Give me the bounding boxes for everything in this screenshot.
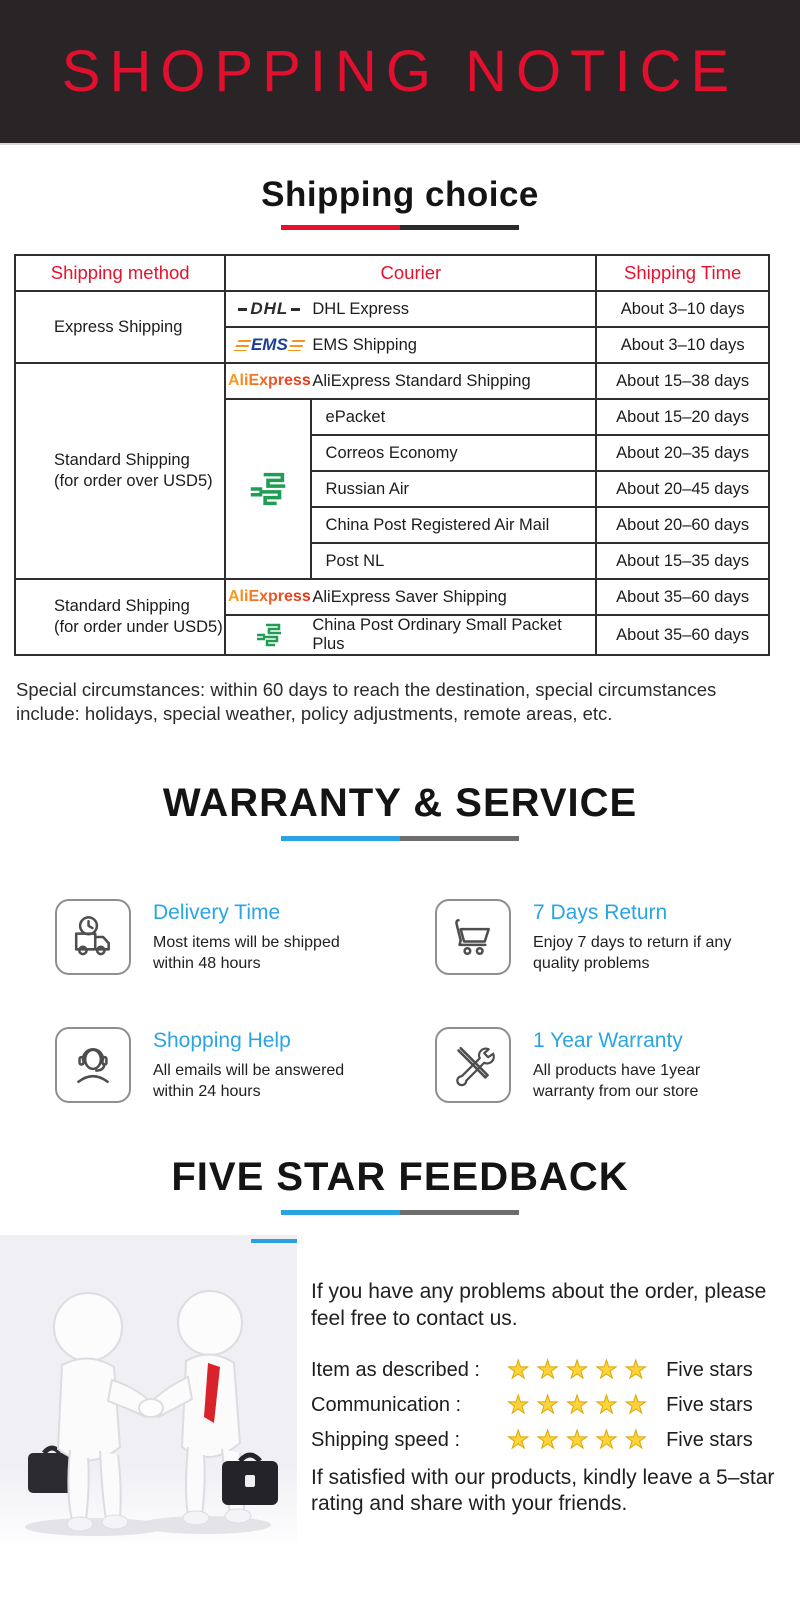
warranty-service-title: WARRANTY & SERVICE	[162, 781, 638, 826]
table-header-row	[15, 255, 769, 291]
col-shipping-method: Shipping method	[15, 255, 225, 291]
courier-name: Russian Air	[311, 471, 597, 507]
col-courier: Courier	[225, 255, 596, 291]
shopping-notice-banner	[0, 0, 800, 145]
service-title: 7 Days Return	[533, 901, 668, 925]
shipping-choice-title: Shipping choice	[261, 175, 539, 214]
feedback-closing: If satisfied with our products, kindly leave a 5–star rating and share with your friends.	[311, 1465, 775, 1516]
rating-label: Communication :	[311, 1393, 462, 1416]
table-row	[15, 579, 769, 615]
aliexpress-logo-icon: AliExpress	[228, 588, 311, 605]
handshake-figures-image	[0, 1235, 297, 1542]
time-cell: About 3–10 days	[596, 291, 769, 327]
headset-icon	[55, 1027, 131, 1103]
courier-name: Correos Economy	[311, 435, 597, 471]
service-item-delivery-time	[0, 899, 405, 975]
method-express: Express Shipping	[15, 291, 225, 363]
rating-label: Item as described :	[311, 1358, 480, 1381]
time-cell: About 20–45 days	[596, 471, 769, 507]
service-desc: All products have 1year warranty from our store	[533, 1062, 701, 1101]
special-circumstances-note: Special circumstances: within 60 days to reach the destination, special circumstances include: holidays, special weather, policy adjustments, remote areas, etc.	[16, 679, 717, 724]
dhl-logo-icon: DHL	[235, 299, 303, 319]
courier-name: DHL Express	[312, 299, 409, 318]
courier-name: AliExpress Saver Shipping	[312, 587, 507, 606]
method-line2: (for order under USD5)	[54, 618, 223, 636]
warranty-title-underline	[281, 836, 519, 841]
cart-icon	[435, 899, 511, 975]
service-title: Delivery Time	[153, 901, 281, 925]
courier-dhl	[225, 291, 596, 327]
truck-clock-icon	[55, 899, 131, 975]
rating-text: Five stars	[666, 1428, 753, 1451]
courier-aliexpress-saver	[225, 579, 596, 615]
rating-rows	[311, 1355, 785, 1454]
courier-ems	[225, 327, 596, 363]
feedback-intro: If you have any problems about the order, please feel free to contact us.	[311, 1280, 767, 1330]
courier-china-post-plus	[225, 615, 596, 655]
rating-text: Five stars	[666, 1393, 753, 1416]
service-desc: All emails will be answered within 24 hours	[153, 1062, 345, 1101]
time-cell: About 15–38 days	[596, 363, 769, 399]
service-desc: Enjoy 7 days to return if any quality problems	[533, 934, 732, 973]
tools-icon	[435, 1027, 511, 1103]
rating-label: Shipping speed :	[311, 1428, 461, 1451]
feedback-section	[0, 1235, 800, 1542]
shipping-table	[14, 254, 770, 656]
star-rating: ★★★★★	[507, 1425, 655, 1454]
time-cell: About 35–60 days	[596, 579, 769, 615]
star-rating: ★★★★★	[507, 1390, 655, 1419]
service-title: 1 Year Warranty	[533, 1029, 683, 1053]
time-cell: About 35–60 days	[596, 615, 769, 655]
courier-aliexpress-standard	[225, 363, 596, 399]
feedback-title-underline	[281, 1210, 519, 1215]
service-desc: Most items will be shipped within 48 hours	[153, 934, 340, 973]
courier-name: China Post Registered Air Mail	[311, 507, 597, 543]
time-cell: About 15–35 days	[596, 543, 769, 579]
courier-name: ePacket	[311, 399, 597, 435]
rating-row-item-as-described	[311, 1355, 785, 1384]
service-item-shopping-help	[0, 1027, 405, 1103]
method-line1: Standard Shipping	[54, 451, 190, 470]
courier-name: Post NL	[311, 543, 597, 579]
banner-title: SHOPPING NOTICE	[61, 39, 739, 104]
china-post-logo-icon	[225, 399, 310, 579]
five-star-feedback-title: FIVE STAR FEEDBACK	[171, 1155, 629, 1200]
courier-name: China Post Ordinary Small Packet Plus	[312, 616, 562, 653]
feedback-text-block	[297, 1235, 785, 1542]
table-row	[15, 363, 769, 399]
star-rating: ★★★★★	[507, 1355, 655, 1384]
time-cell: About 20–35 days	[596, 435, 769, 471]
rating-row-shipping-speed	[311, 1425, 785, 1454]
china-post-logo-icon	[226, 619, 312, 651]
method-line2: (for order over USD5)	[54, 472, 213, 490]
service-title: Shopping Help	[153, 1029, 291, 1053]
decorative-blue-line	[251, 1239, 297, 1243]
service-grid	[0, 899, 800, 1103]
rating-row-communication	[311, 1390, 785, 1419]
method-standard-under	[15, 579, 225, 655]
time-cell: About 20–60 days	[596, 507, 769, 543]
shipping-title-underline	[281, 225, 519, 230]
courier-name: EMS Shipping	[312, 335, 417, 354]
courier-name: AliExpress Standard Shipping	[312, 371, 531, 390]
aliexpress-logo-icon: AliExpress	[228, 372, 311, 389]
service-item-1-year-warranty	[405, 1027, 800, 1103]
table-row	[15, 291, 769, 327]
rating-text: Five stars	[666, 1358, 753, 1381]
method-line1: Standard Shipping	[54, 597, 190, 616]
col-shipping-time: Shipping Time	[596, 255, 769, 291]
method-standard-over	[15, 363, 225, 579]
service-item-7-days-return	[405, 899, 800, 975]
ems-logo-icon: EMS	[234, 335, 305, 355]
time-cell: About 15–20 days	[596, 399, 769, 435]
time-cell: About 3–10 days	[596, 327, 769, 363]
